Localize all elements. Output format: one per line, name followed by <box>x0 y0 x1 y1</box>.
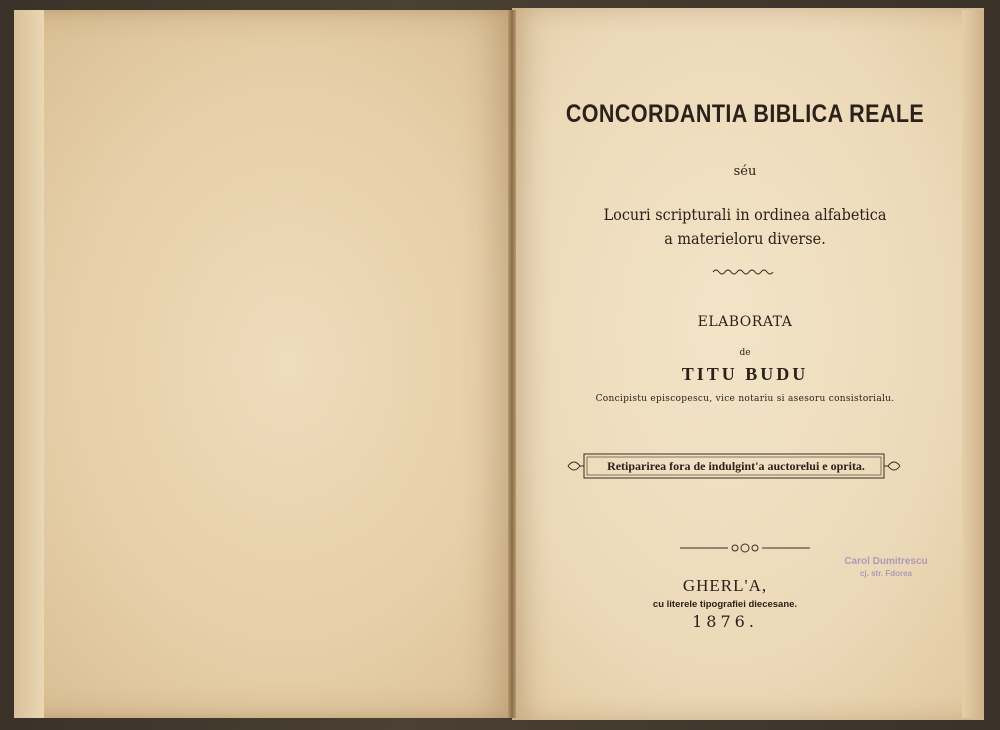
author-role: Concipistu episcopescu, vice notariu si asesoru consistorialu. <box>595 394 895 404</box>
owner-stamp <box>826 556 946 578</box>
stamp-line-1: Carol Dumitrescu <box>844 556 928 567</box>
stamp-line-2: cj. str. Fdorea <box>859 569 913 578</box>
left-page-edge <box>14 10 44 718</box>
book-subtitle <box>543 203 948 251</box>
author-name: TITU BUDU <box>681 364 809 384</box>
printer-name: cu literele tipografiei diecesane. <box>652 599 798 610</box>
subtitle-line-1: Locuri scripturali in ordinea alfabetica <box>603 205 887 224</box>
subtitle-line-2: a materieloru diverse. <box>664 229 826 248</box>
publication-year: 1876. <box>692 612 758 631</box>
reprint-notice: Retiparirea fora de indulgint'a auctorelui e oprita. <box>607 459 865 473</box>
left-blank-page <box>14 10 512 718</box>
title-conjunction: séu <box>733 164 757 179</box>
by-label: de <box>739 348 751 358</box>
book-title: CONCORDANTIA BIBLICA REALE <box>565 100 925 128</box>
squiggle-divider-icon <box>712 268 774 276</box>
book-gutter <box>508 10 516 718</box>
elaborated-label: ELABORATA <box>697 314 793 330</box>
publication-place: GHERL'A, <box>682 576 768 595</box>
floral-ornament-icon <box>680 541 810 555</box>
